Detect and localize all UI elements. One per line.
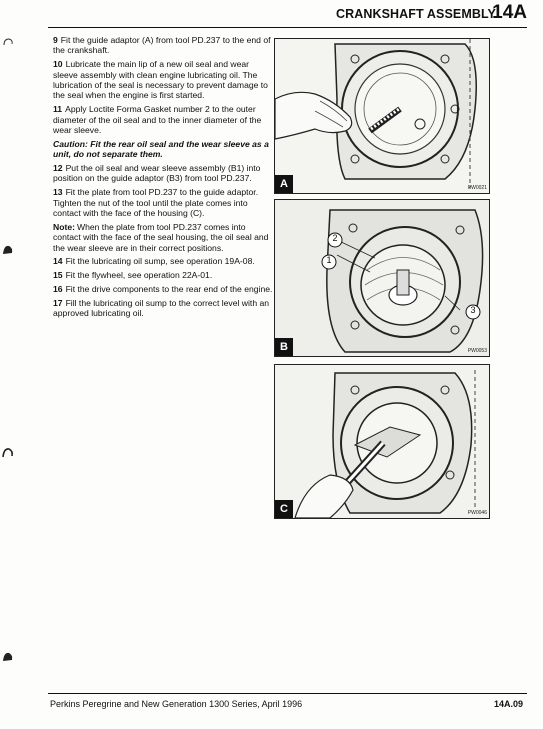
- step-13: 13 Fit the plate from tool PD.237 to the guide adaptor. Tighten the nut of the tool until the plate comes into contact with the face of the housing (C).: [53, 187, 259, 219]
- step-16: 16 Fit the drive components to the rear end of the engine.: [53, 284, 273, 295]
- footer-page-number: 14A.09: [493, 699, 523, 709]
- binder-hole-mark: [1, 36, 15, 50]
- callout-1: 1: [326, 255, 332, 265]
- callout-3: 3: [470, 305, 476, 315]
- figure-c-illustration: [274, 364, 490, 519]
- figure-a-ref: PW0021: [467, 185, 487, 191]
- step-15: 15 Fit the flywheel, see operation 22A-01.: [53, 270, 213, 281]
- step-10: 10 Lubricate the main lip of a new oil seal and wear sleeve assembly with clean engine lubricating oil. The lubrication of the seal is necessary to prevent damage to the seal when the engine is first started.: [53, 59, 268, 101]
- section-title: CRANKSHAFT ASSEMBLY: [335, 7, 496, 21]
- figure-a-label: A: [275, 175, 293, 193]
- footer-publication: Perkins Peregrine and New Generation 1300 Series, April 1996: [50, 699, 303, 709]
- step-9: 9 Fit the guide adaptor (A) from tool PD.237 to the end of the crankshaft.: [53, 35, 271, 56]
- figure-b-illustration: [274, 199, 490, 357]
- figure-a-drawing: [275, 39, 489, 193]
- footer-rule: [48, 693, 527, 694]
- binder-hole-mark: [1, 650, 15, 664]
- binder-hole-mark: [1, 243, 15, 257]
- callout-2: 2: [332, 233, 338, 243]
- section-number: 14A: [492, 2, 527, 23]
- figure-c-label: C: [275, 500, 293, 518]
- page-header: [0, 0, 543, 32]
- instructions-column: [53, 35, 275, 322]
- step-17: 17 Fill the lubricating oil sump to the correct level with an approved lubricating oil.: [53, 297, 270, 319]
- note: Note: When the plate from tool PD.237 comes into contact with the face of the seal housing, the oil seal and the wear sleeve are in their correct positions.: [53, 221, 269, 253]
- step-14: 14 Fit the lubricating oil sump, see operation 19A-08.: [53, 256, 255, 267]
- caution-text: Caution: Fit the rear oil seal and the wear sleeve as a unit, do not separate them.: [53, 138, 269, 160]
- figure-a-illustration: [274, 38, 490, 194]
- header-rule: [48, 27, 527, 28]
- figure-b-drawing: [275, 200, 489, 356]
- step-12: 12 Put the oil seal and wear sleeve assembly (B1) into position on the guide adaptor (B3) from tool PD.237.: [53, 163, 261, 184]
- figure-c-drawing: [275, 365, 489, 518]
- figure-c-ref: PW0046: [467, 510, 487, 516]
- figure-b-label: B: [275, 338, 293, 356]
- binder-hole-mark: [1, 446, 15, 460]
- step-11: 11 Apply Loctite Forma Gasket number 2 to the outer diameter of the oil seal and to the inner diameter of the wear sleeve.: [53, 104, 262, 136]
- figure-b-ref: PW0053: [467, 348, 487, 354]
